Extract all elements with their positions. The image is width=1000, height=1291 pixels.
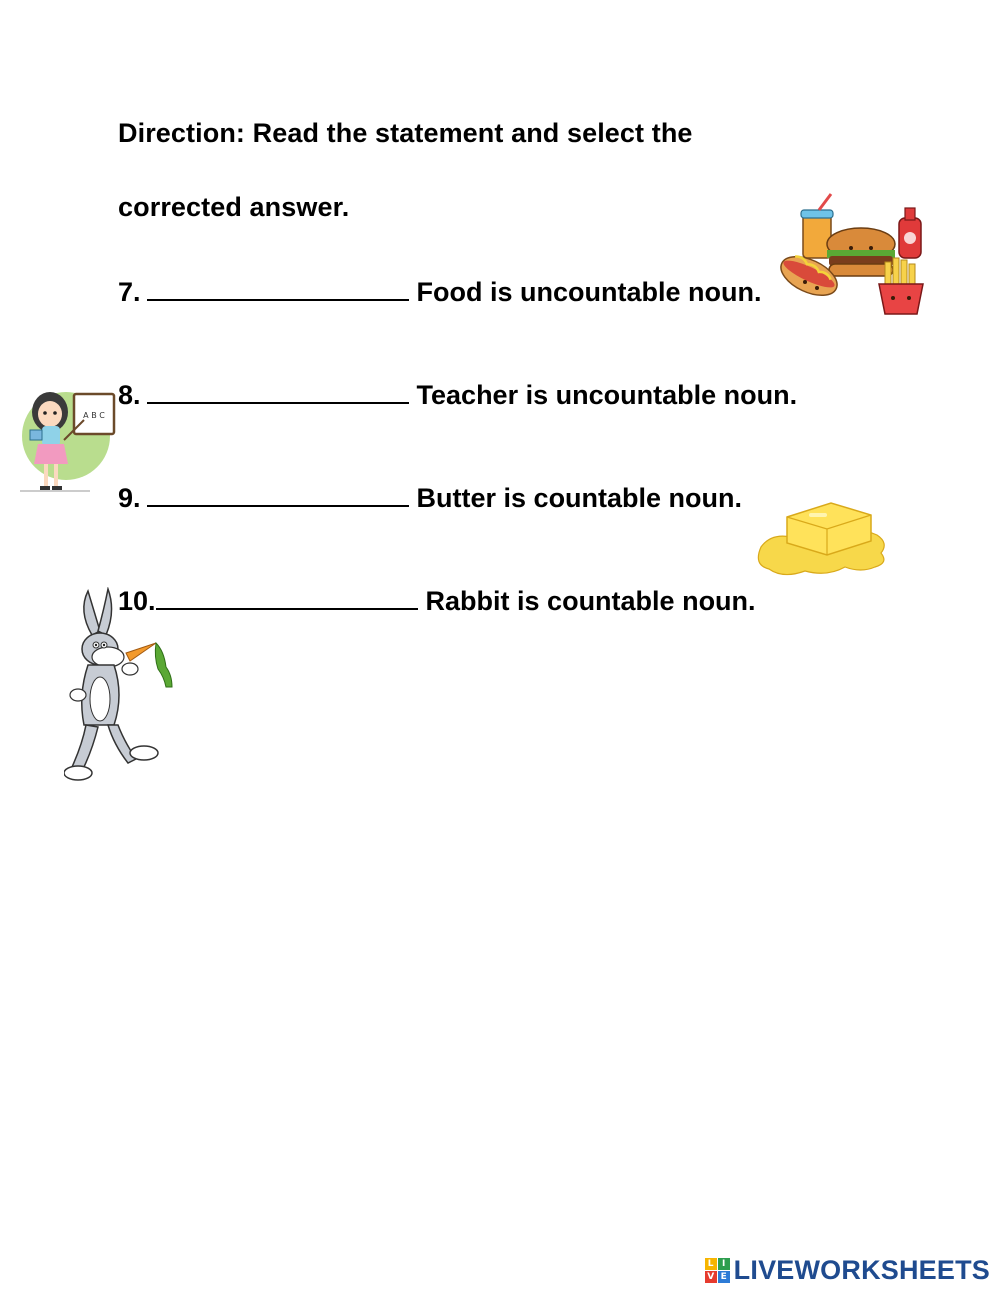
question-text: Rabbit is countable noun. (425, 586, 756, 616)
fast-food-illustration (775, 192, 927, 318)
rabbit-illustration (64, 587, 176, 785)
question-text: Food is uncountable noun. (416, 277, 762, 307)
butter-illustration (757, 495, 887, 577)
logo-badge-letter: I (718, 1258, 730, 1270)
direction-line-2: corrected answer. (118, 192, 350, 222)
logo-badge-letter: L (705, 1258, 717, 1270)
logo-badge-letter: E (718, 1271, 730, 1283)
logo-badge-letter: V (705, 1271, 717, 1283)
question-7 (118, 277, 762, 308)
question-number: 7. (118, 277, 141, 307)
question-10 (118, 586, 756, 617)
liveworksheets-logo (705, 1255, 990, 1286)
question-text: Butter is countable noun. (416, 483, 743, 513)
question-number: 9. (118, 483, 141, 513)
question-number: 10. (118, 586, 156, 616)
logo-badge-icon (705, 1258, 730, 1283)
teacher-illustration (20, 382, 118, 494)
question-9 (118, 483, 742, 514)
question-8 (118, 380, 797, 411)
logo-text: LIVEWORKSHEETS (733, 1255, 990, 1285)
answer-blank-9[interactable] (147, 483, 409, 507)
direction-line-1: Direction: Read the statement and select the (118, 118, 693, 148)
answer-blank-10[interactable] (156, 586, 418, 610)
question-text: Teacher is uncountable noun. (416, 380, 798, 410)
question-number: 8. (118, 380, 141, 410)
answer-blank-8[interactable] (147, 380, 409, 404)
answer-blank-7[interactable] (147, 277, 409, 301)
board-text: A B C (83, 411, 105, 420)
